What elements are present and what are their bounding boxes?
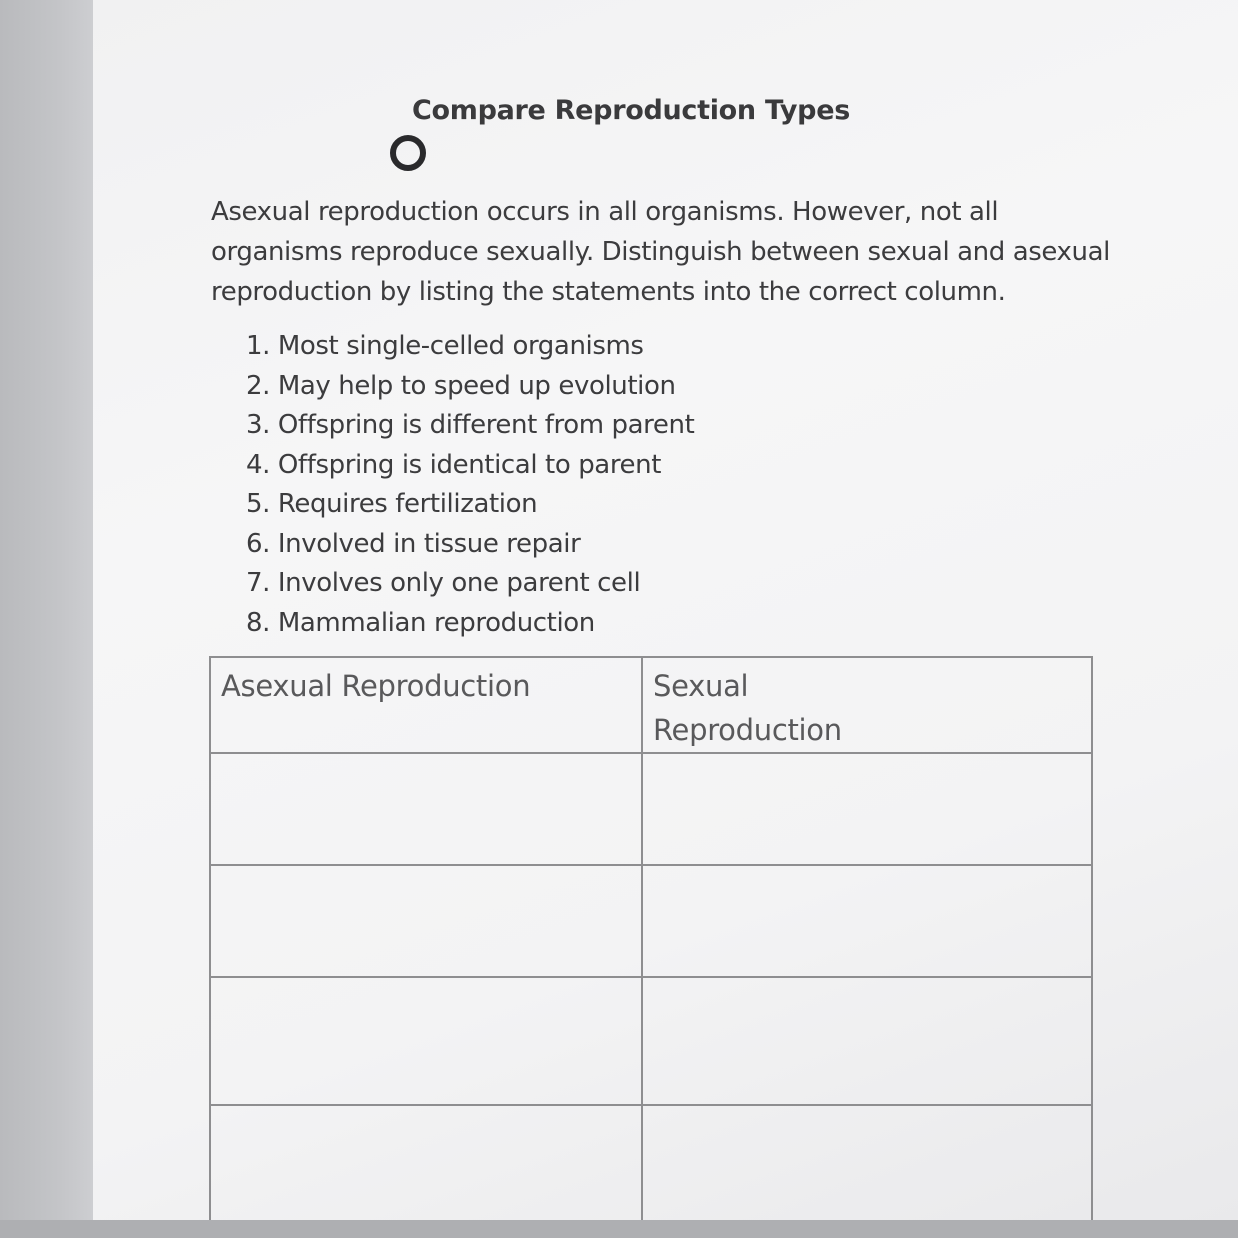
statement-item: 5. Requires fertilization: [246, 489, 538, 519]
instructions-line: reproduction by listing the statements into the correct column.: [211, 277, 1006, 307]
classification-table: [209, 656, 1093, 1236]
statement-item: 2. May help to speed up evolution: [246, 370, 676, 401]
sexual-answer-cell[interactable]: [642, 865, 1092, 977]
table-row: [210, 1105, 1092, 1235]
instructions-line: Asexual reproduction occurs in all organisms. However, not all: [211, 197, 999, 227]
sexual-answer-cell[interactable]: [642, 1105, 1092, 1235]
asexual-answer-cell[interactable]: [210, 977, 642, 1105]
statement-item: 7. Involves only one parent cell: [246, 568, 641, 598]
statement-item: 8. Mammalian reproduction: [246, 607, 595, 638]
statement-item: 1. Most single-celled organisms: [246, 331, 644, 361]
table-row: [210, 753, 1092, 865]
circle-icon: [390, 135, 426, 171]
sexual-answer-cell[interactable]: [642, 977, 1092, 1105]
header-asexual: [210, 657, 642, 753]
worksheet-title: Compare Reproduction Types: [412, 95, 850, 126]
asexual-answer-cell[interactable]: [210, 865, 642, 977]
header-sexual: [642, 657, 1092, 753]
statement-list: [246, 327, 694, 643]
statement-item: 4. Offspring is identical to parent: [246, 449, 662, 480]
table-header-row: [210, 657, 1092, 753]
asexual-answer-cell[interactable]: [210, 753, 642, 865]
table-row: [210, 977, 1092, 1105]
instructions-line: organisms reproduce sexually. Distinguish between sexual and asexual: [211, 237, 1110, 267]
header-sexual-label: Sexual Reproduction: [653, 669, 842, 747]
asexual-answer-cell[interactable]: [210, 1105, 642, 1235]
screen-bezel-bottom: [0, 1220, 1238, 1238]
table-row: [210, 865, 1092, 977]
statement-item: 3. Offspring is different from parent: [246, 410, 695, 440]
instructions-paragraph: [211, 192, 1111, 312]
sexual-answer-cell[interactable]: [642, 753, 1092, 865]
screen-bezel-left: [0, 0, 100, 1238]
statement-item: 6. Involved in tissue repair: [246, 528, 581, 559]
header-asexual-label: Asexual Reproduction: [221, 669, 531, 703]
